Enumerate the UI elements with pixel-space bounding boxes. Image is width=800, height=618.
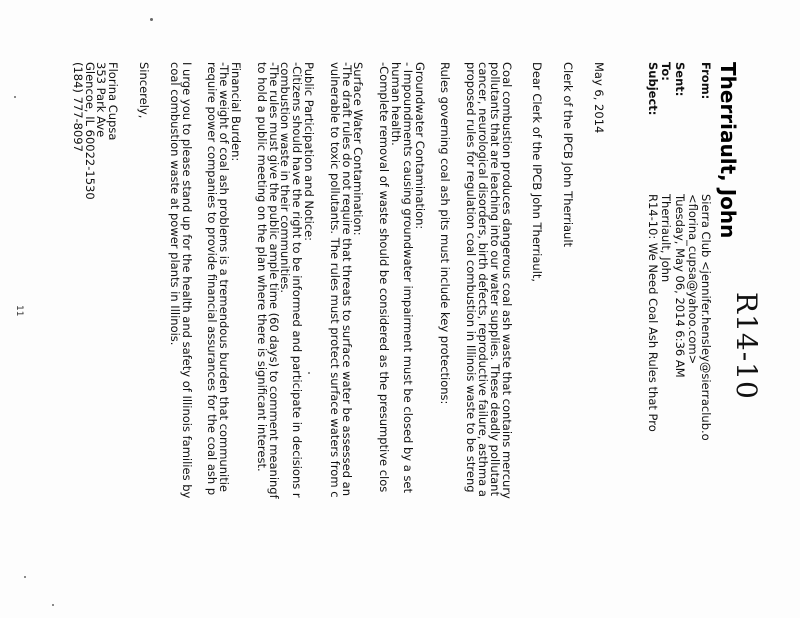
header-row-from <box>699 62 712 618</box>
groundwater-line: Groundwater Contamination: <box>412 62 427 230</box>
sender-name: Therriault, John <box>716 62 740 239</box>
surface-water-line: Surface Water Contamination: <box>351 62 366 236</box>
scan-speck <box>24 576 26 578</box>
financial-burden-line: -The weight of coal ash problems is a tremendous burden that communitie <box>217 62 232 492</box>
signature-line: 353 Park Ave <box>94 62 109 138</box>
public-participation-line: -Citizens should have the right to be informed and participate in decisions r <box>290 62 305 498</box>
public-participation-line: Public Participation and Notice: <box>302 62 317 242</box>
header-label: Subject: <box>646 62 661 116</box>
document-number: R14-10 <box>730 292 763 400</box>
letter-salutation: Dear Clerk of the IPCB John Therriault, <box>530 62 545 283</box>
intro-line: pollutants that are leaching into our water supplies. These deadly pollutant <box>487 62 502 496</box>
financial-burden-line: Financial Burden: <box>229 62 244 162</box>
intro-line: Coal combustion produces dangerous coal ash waste that contains mercury <box>499 62 514 499</box>
header-label: To: <box>659 62 674 81</box>
signature-line: Florina Cupsa <box>106 62 121 141</box>
scan-speck <box>52 604 54 606</box>
signature-line: (184) 777-8097 <box>70 62 85 152</box>
signoff: Sincerely, <box>137 62 152 119</box>
groundwater-line: human health. <box>389 62 404 146</box>
rules-line: Rules governing coal ash pits must include key protections: <box>438 62 453 405</box>
header-row-sent <box>672 62 685 618</box>
header-row-from-email <box>686 62 699 618</box>
page-number: 11 <box>14 305 24 317</box>
financial-burden-line: require power companies to provide financial assurances for the coal ash p <box>205 62 220 496</box>
header-row-to <box>659 62 672 618</box>
scan-speck <box>14 96 16 98</box>
header-value: Therriault, John <box>659 194 674 283</box>
header-value: <florina_cupsa@yahoo.com> <box>685 194 700 365</box>
surface-water-line: vulnerable to toxic pollutants. The rules must protect surface waters from c <box>327 62 342 498</box>
public-participation-line: combustion waste in their communities. <box>278 62 293 294</box>
surface-water-line: -The draft rules do not require that threats to surface water be assessed an <box>339 62 354 497</box>
header-value: Sierra Club <jennifer.hensley@sierraclub.o <box>699 194 713 441</box>
groundwater-line: - Impoundments causing groundwater impairment must be closed by a set <box>400 62 415 494</box>
header-label <box>686 62 699 194</box>
scan-speck <box>308 372 310 374</box>
closing-line: I urge you to please stand up for the health and safety of Illinois families by <box>179 62 194 499</box>
header-label: From: <box>699 62 713 100</box>
header-value: R14-10: We Need Coal Ash Rules that Pro <box>646 194 661 432</box>
header-value: Tuesday, May 06, 2014 6:36 AM <box>672 194 687 378</box>
header-row-subject <box>646 62 659 618</box>
letter-recipient: Clerk of the IPCB John Therriault <box>561 62 576 248</box>
email-headers <box>646 62 712 618</box>
letter-body <box>71 62 604 618</box>
public-participation-line: to hold a public meeting on the plan where there is significant interest. <box>254 62 269 472</box>
closing-line: coal combustion waste at power plants in Illinois. <box>167 62 182 346</box>
scan-speck <box>150 18 153 21</box>
intro-line: proposed rules for regulation coal combustion in Illinois waste to be streng <box>464 62 479 493</box>
groundwater-line: -Complete removal of waste should be considered as the presumptive clos <box>377 62 392 493</box>
public-participation-line: -The rules must give the public ample time (60 days) to comment meaningf <box>266 62 281 499</box>
signature-line: Glencoe, IL 60022-1530 <box>82 62 97 200</box>
letter-date: May 6, 2014 <box>592 62 606 134</box>
intro-line: cancer, neurological disorders, birth defects, reproductive failure, asthma a <box>476 62 491 497</box>
header-label: Sent: <box>672 62 687 97</box>
